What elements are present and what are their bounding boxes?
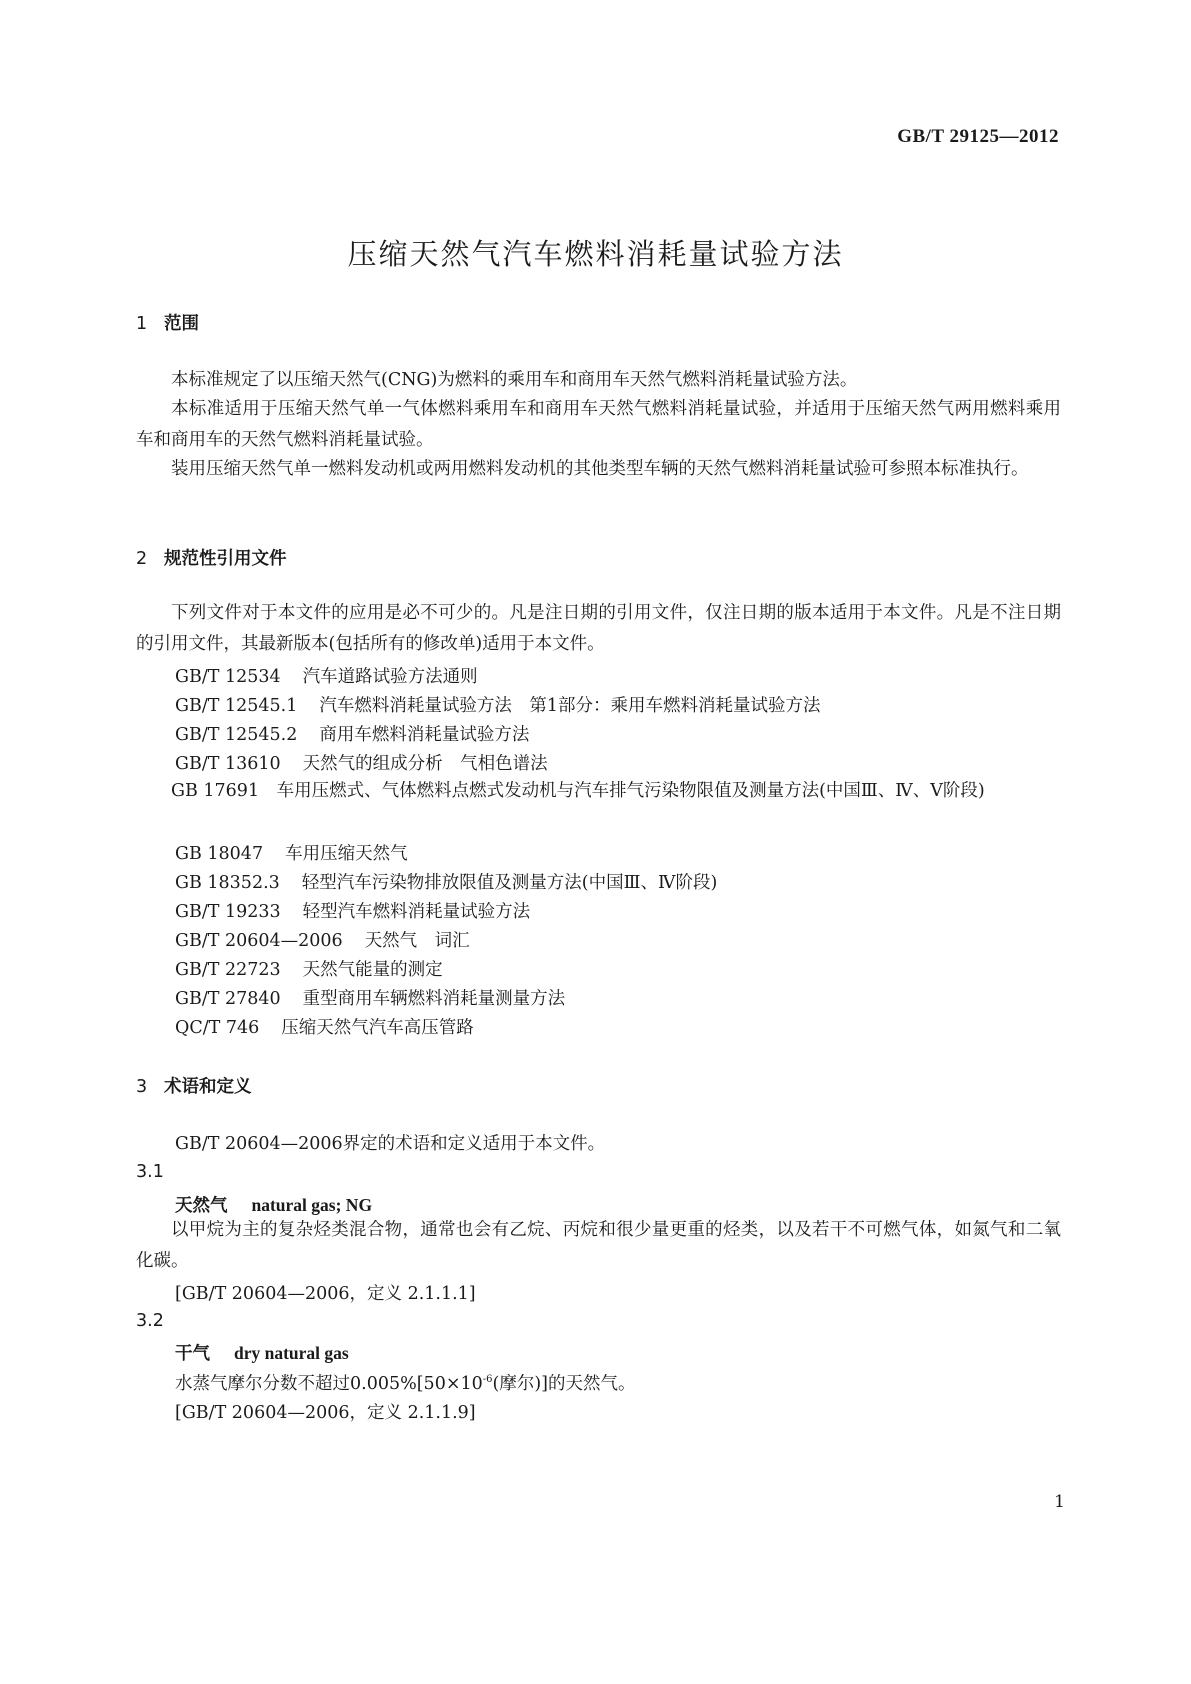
paragraph: 本标准适用于压缩天然气单一气体燃料乘用车和商用车天然气燃料消耗量试验，并适用于压缩天然气两用燃料乘用车和商用车的天然气燃料消耗量试验。 bbox=[136, 399, 1061, 450]
section-number: 1 bbox=[136, 314, 148, 334]
section-heading-normative-references bbox=[136, 545, 287, 570]
section-title: 术语和定义 bbox=[164, 1077, 252, 1097]
document-title: 压缩天然气汽车燃料消耗量试验方法 bbox=[347, 237, 844, 271]
reference-code: GB 18352.3 bbox=[175, 873, 280, 893]
section-title: 规范性引用文件 bbox=[164, 549, 287, 569]
reference-item bbox=[175, 721, 529, 746]
term-source: [GB/T 20604—2006，定义 2.1.1.1] bbox=[175, 1284, 476, 1304]
reference-item bbox=[175, 1014, 474, 1039]
paragraph: 装用压缩天然气单一燃料发动机或两用燃料发动机的其他类型车辆的天然气燃料消耗量试验可参照本标准执行。 bbox=[171, 459, 1029, 479]
standard-number: GB/T 29125—2012 bbox=[897, 126, 1059, 147]
reference-title: 天然气 词汇 bbox=[364, 931, 470, 951]
reference-code: GB 18047 bbox=[175, 844, 264, 864]
reference-code: GB/T 22723 bbox=[175, 960, 281, 980]
reference-code: QC/T 746 bbox=[175, 1018, 260, 1038]
reference-title: 汽车燃料消耗量试验方法 第1部分：乘用车燃料消耗量试验方法 bbox=[319, 696, 821, 716]
reference-item bbox=[175, 956, 443, 981]
reference-item bbox=[175, 692, 820, 717]
reference-title: 车用压燃式、气体燃料点燃式发动机与汽车排气污染物限值及测量方法(中国Ⅲ、Ⅳ、Ⅴ阶段) bbox=[276, 781, 985, 801]
term-source: [GB/T 20604—2006，定义 2.1.1.9] bbox=[175, 1403, 476, 1423]
reference-title: 天然气能量的测定 bbox=[302, 960, 443, 980]
reference-code: GB 17691 bbox=[171, 781, 260, 801]
reference-item bbox=[175, 898, 530, 923]
reference-item bbox=[136, 776, 1061, 807]
section-title: 范围 bbox=[164, 314, 199, 334]
term-definition bbox=[175, 1370, 636, 1395]
reference-code: GB/T 27840 bbox=[175, 989, 281, 1009]
definition-text: 水蒸气摩尔分数不超过0.005%[50×10 bbox=[175, 1374, 483, 1394]
reference-code: GB/T 12534 bbox=[175, 667, 281, 687]
term-heading bbox=[175, 1340, 349, 1365]
section-heading-terms-definitions bbox=[136, 1073, 252, 1098]
section-number: 3 bbox=[136, 1077, 148, 1097]
reference-item bbox=[175, 869, 717, 894]
reference-code: GB/T 19233 bbox=[175, 902, 281, 922]
reference-code: GB/T 12545.1 bbox=[175, 696, 298, 716]
section-number: 2 bbox=[136, 549, 148, 569]
reference-code: GB/T 12545.2 bbox=[175, 725, 298, 745]
definition-text: (摩尔)]的天然气。 bbox=[492, 1374, 636, 1394]
page-number: 1 bbox=[1054, 1492, 1065, 1512]
reference-item bbox=[175, 927, 470, 952]
term-en: dry natural gas bbox=[234, 1343, 349, 1363]
term-number: 3.1 bbox=[136, 1162, 164, 1182]
reference-item bbox=[175, 663, 478, 688]
reference-title: 轻型汽车燃料消耗量试验方法 bbox=[302, 902, 531, 922]
term-number: 3.2 bbox=[136, 1311, 164, 1331]
reference-title: 车用压缩天然气 bbox=[285, 844, 408, 864]
definition-superscript: -6 bbox=[482, 1374, 493, 1386]
paragraph: 本标准规定了以压缩天然气(CNG)为燃料的乘用车和商用车天然气燃料消耗量试验方法。 bbox=[171, 370, 858, 390]
reference-title: 压缩天然气汽车高压管路 bbox=[281, 1018, 474, 1038]
reference-item bbox=[175, 985, 565, 1010]
term-zh: 天然气 bbox=[175, 1196, 228, 1216]
paragraph: GB/T 20604—2006界定的术语和定义适用于本文件。 bbox=[175, 1134, 606, 1154]
term-heading bbox=[175, 1192, 372, 1217]
paragraph: 下列文件对于本文件的应用是必不可少的。凡是注日期的引用文件，仅注日期的版本适用于本文件。凡是不注日期的引用文件，其最新版本(包括所有的修改单)适用于本文件。 bbox=[136, 603, 1061, 654]
reference-title: 重型商用车辆燃料消耗量测量方法 bbox=[302, 989, 566, 1009]
reference-title: 天然气的组成分析 气相色谱法 bbox=[302, 754, 548, 774]
reference-title: 商用车燃料消耗量试验方法 bbox=[319, 725, 530, 745]
reference-code: GB/T 20604—2006 bbox=[175, 931, 343, 951]
reference-item bbox=[175, 840, 408, 865]
term-en: natural gas; NG bbox=[251, 1195, 373, 1215]
term-zh: 干气 bbox=[175, 1344, 210, 1364]
reference-title: 轻型汽车污染物排放限值及测量方法(中国Ⅲ、Ⅳ阶段) bbox=[301, 873, 718, 893]
reference-code: GB/T 13610 bbox=[175, 754, 281, 774]
reference-item bbox=[175, 750, 548, 775]
term-definition: 以甲烷为主的复杂烃类混合物，通常也会有乙烷、丙烷和很少量更重的烃类，以及若干不可燃气体，如氮气和二氧化碳。 bbox=[136, 1220, 1061, 1271]
reference-title: 汽车道路试验方法通则 bbox=[302, 667, 478, 687]
section-heading-scope bbox=[136, 310, 199, 335]
